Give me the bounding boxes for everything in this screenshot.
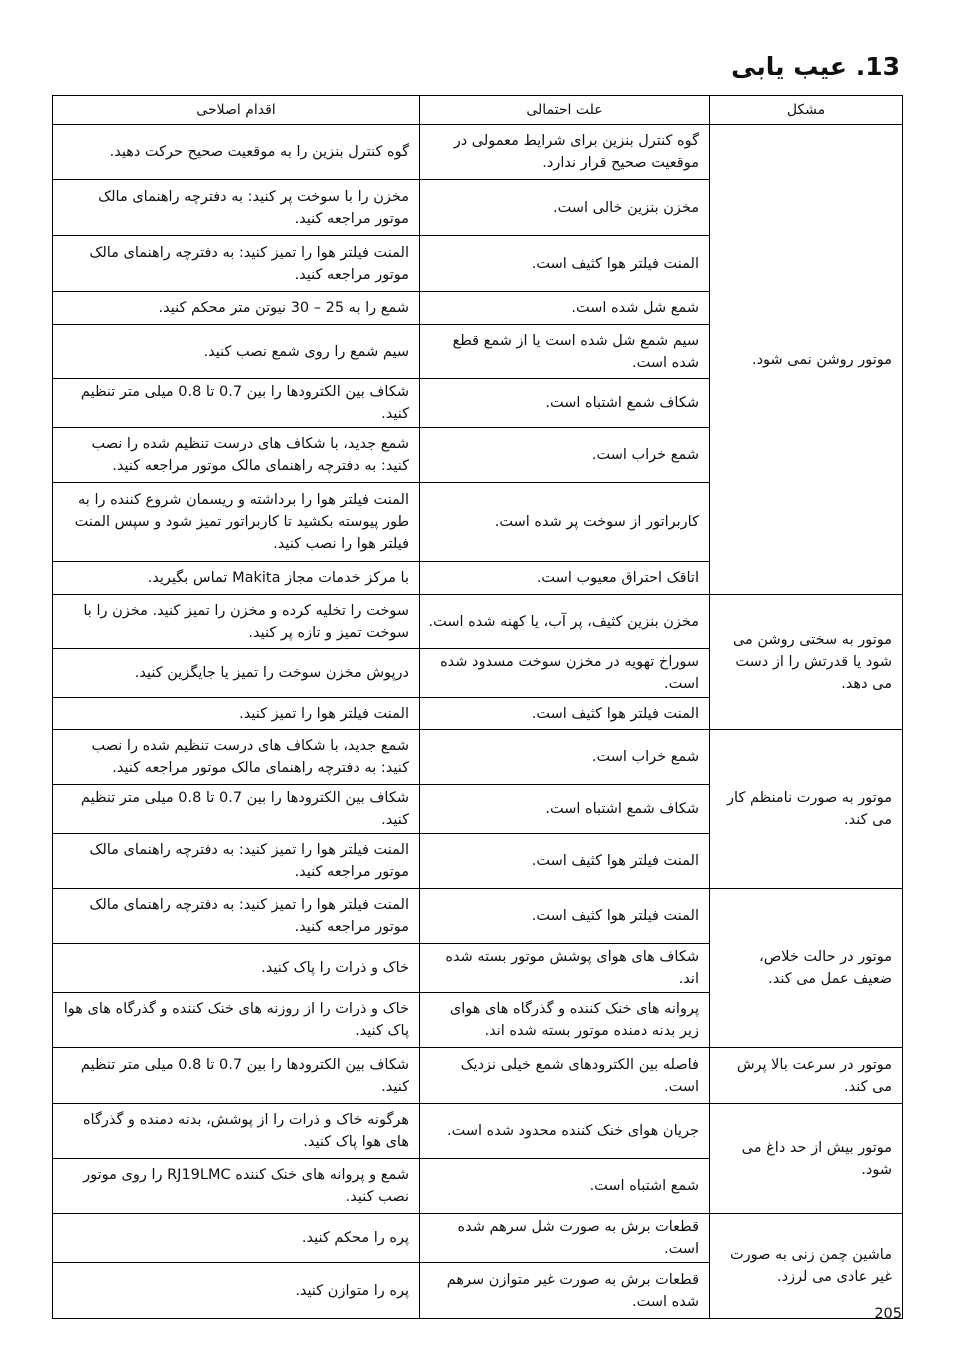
table-row bbox=[53, 1048, 903, 1104]
cause-cell: پروانه های خنک کننده و گذرگاه های هوای زیر بدنه دمنده موتور بسته شده اند. bbox=[420, 993, 710, 1048]
table-row bbox=[53, 889, 903, 944]
action-cell: درپوش مخزن سوخت را تمیز یا جایگزین کنید. bbox=[53, 649, 420, 698]
cause-cell: شکاف های هوای پوشش موتور بسته شده اند. bbox=[420, 944, 710, 993]
action-cell: المنت فیلتر هوا را تمیز کنید: به دفترچه راهنمای مالک موتور مراجعه کنید. bbox=[53, 236, 420, 292]
action-cell: با مرکز خدمات مجاز Makita تماس بگیرید. bbox=[53, 562, 420, 595]
table-row bbox=[53, 1104, 903, 1159]
action-cell: پره را محکم کنید. bbox=[53, 1214, 420, 1263]
page-title: 13. عیب یابی bbox=[731, 52, 900, 81]
action-cell: مخزن را با سوخت پر کنید: به دفترچه راهنمای مالک موتور مراجعه کنید. bbox=[53, 180, 420, 236]
problem-cell: ماشین چمن زنی به صورت غیر عادی می لرزد. bbox=[710, 1214, 903, 1319]
table-row bbox=[53, 125, 903, 180]
action-cell: سیم شمع را روی شمع نصب کنید. bbox=[53, 325, 420, 379]
table-row bbox=[53, 1214, 903, 1263]
problem-cell: موتور روشن نمی شود. bbox=[710, 125, 903, 595]
action-cell: شمع جدید، با شکاف های درست تنظیم شده را نصب کنید: به دفترچه راهنمای مالک موتور مراجعه کنید. bbox=[53, 730, 420, 785]
cause-cell: المنت فیلتر هوا کثیف است. bbox=[420, 698, 710, 730]
problem-cell: موتور بیش از حد داغ می شود. bbox=[710, 1104, 903, 1214]
cause-cell: مخزن بنزین خالی است. bbox=[420, 180, 710, 236]
action-cell: المنت فیلتر هوا را تمیز کنید: به دفترچه راهنمای مالک موتور مراجعه کنید. bbox=[53, 834, 420, 889]
problem-cell: موتور به صورت نامنظم کار می کند. bbox=[710, 730, 903, 889]
problem-cell: موتور در حالت خلاص، ضعیف عمل می کند. bbox=[710, 889, 903, 1048]
action-cell: المنت فیلتر هوا را تمیز کنید. bbox=[53, 698, 420, 730]
action-cell: شکاف بین الکترودها را بین 0.7 تا 0.8 میلی متر تنظیم کنید. bbox=[53, 1048, 420, 1104]
cause-cell: گوه کنترل بنزین برای شرایط معمولی در موقعیت صحیح قرار ندارد. bbox=[420, 125, 710, 180]
cause-cell: سیم شمع شل شده است یا از شمع قطع شده است. bbox=[420, 325, 710, 379]
action-cell: شمع را به 25 – 30 نیوتن متر محکم کنید. bbox=[53, 292, 420, 325]
action-cell: پره را متوازن کنید. bbox=[53, 1263, 420, 1319]
cause-cell: مخزن بنزین کثیف، پر آب، یا کهنه شده است. bbox=[420, 595, 710, 649]
header-cause: علت احتمالی bbox=[420, 96, 710, 125]
action-cell: خاک و ذرات را پاک کنید. bbox=[53, 944, 420, 993]
action-cell: المنت فیلتر هوا را تمیز کنید: به دفترچه راهنمای مالک موتور مراجعه کنید. bbox=[53, 889, 420, 944]
problem-cell: موتور در سرعت بالا پرش می کند. bbox=[710, 1048, 903, 1104]
header-problem: مشکل bbox=[710, 96, 903, 125]
action-cell: گوه کنترل بنزین را به موقعیت صحیح حرکت دهید. bbox=[53, 125, 420, 180]
cause-cell: شکاف شمع اشتباه است. bbox=[420, 379, 710, 428]
action-cell: شمع جدید، با شکاف های درست تنظیم شده را نصب کنید: به دفترچه راهنمای مالک موتور مراجعه کنید. bbox=[53, 428, 420, 483]
header-action: اقدام اصلاحی bbox=[53, 96, 420, 125]
table-header-row bbox=[53, 96, 903, 125]
action-cell: شمع و پروانه های خنک کننده RJ19LMC را روی موتور نصب کنید. bbox=[53, 1159, 420, 1214]
action-cell: المنت فیلتر هوا را برداشته و ریسمان شروع کننده را به طور پیوسته بکشید تا کاربراتور تمیز شود و سپس المنت فیلتر هوا را نصب کنید. bbox=[53, 483, 420, 562]
action-cell: خاک و ذرات را از روزنه های خنک کننده و گذرگاه های هوا پاک کنید. bbox=[53, 993, 420, 1048]
action-cell: شکاف بین الکترودها را بین 0.7 تا 0.8 میلی متر تنظیم کنید. bbox=[53, 379, 420, 428]
problem-cell: موتور به سختی روشن می شود یا قدرتش را از دست می دهد. bbox=[710, 595, 903, 730]
action-cell: شکاف بین الکترودها را بین 0.7 تا 0.8 میلی متر تنظیم کنید. bbox=[53, 785, 420, 834]
action-cell: هرگونه خاک و ذرات را از پوشش، بدنه دمنده و گذرگاه های هوا پاک کنید. bbox=[53, 1104, 420, 1159]
cause-cell: المنت فیلتر هوا کثیف است. bbox=[420, 834, 710, 889]
cause-cell: شمع خراب است. bbox=[420, 428, 710, 483]
cause-cell: قطعات برش به صورت غیر متوازن سرهم شده است. bbox=[420, 1263, 710, 1319]
cause-cell: المنت فیلتر هوا کثیف است. bbox=[420, 236, 710, 292]
table-row bbox=[53, 730, 903, 785]
cause-cell: المنت فیلتر هوا کثیف است. bbox=[420, 889, 710, 944]
cause-cell: شمع خراب است. bbox=[420, 730, 710, 785]
troubleshooting-table bbox=[52, 95, 903, 1319]
page-number: 205 bbox=[874, 1306, 902, 1322]
cause-cell: فاصله بین الکترودهای شمع خیلی نزدیک است. bbox=[420, 1048, 710, 1104]
cause-cell: سوراخ تهویه در مخزن سوخت مسدود شده است. bbox=[420, 649, 710, 698]
cause-cell: شکاف شمع اشتباه است. bbox=[420, 785, 710, 834]
table-row bbox=[53, 595, 903, 649]
cause-cell: شمع اشتباه است. bbox=[420, 1159, 710, 1214]
cause-cell: جریان هوای خنک کننده محدود شده است. bbox=[420, 1104, 710, 1159]
cause-cell: شمع شل شده است. bbox=[420, 292, 710, 325]
cause-cell: کاربراتور از سوخت پر شده است. bbox=[420, 483, 710, 562]
table-body bbox=[53, 125, 903, 1319]
cause-cell: قطعات برش به صورت شل سرهم شده است. bbox=[420, 1214, 710, 1263]
cause-cell: اتاقک احتراق معیوب است. bbox=[420, 562, 710, 595]
action-cell: سوخت را تخلیه کرده و مخزن را تمیز کنید. مخزن را با سوخت تمیز و تازه پر کنید. bbox=[53, 595, 420, 649]
